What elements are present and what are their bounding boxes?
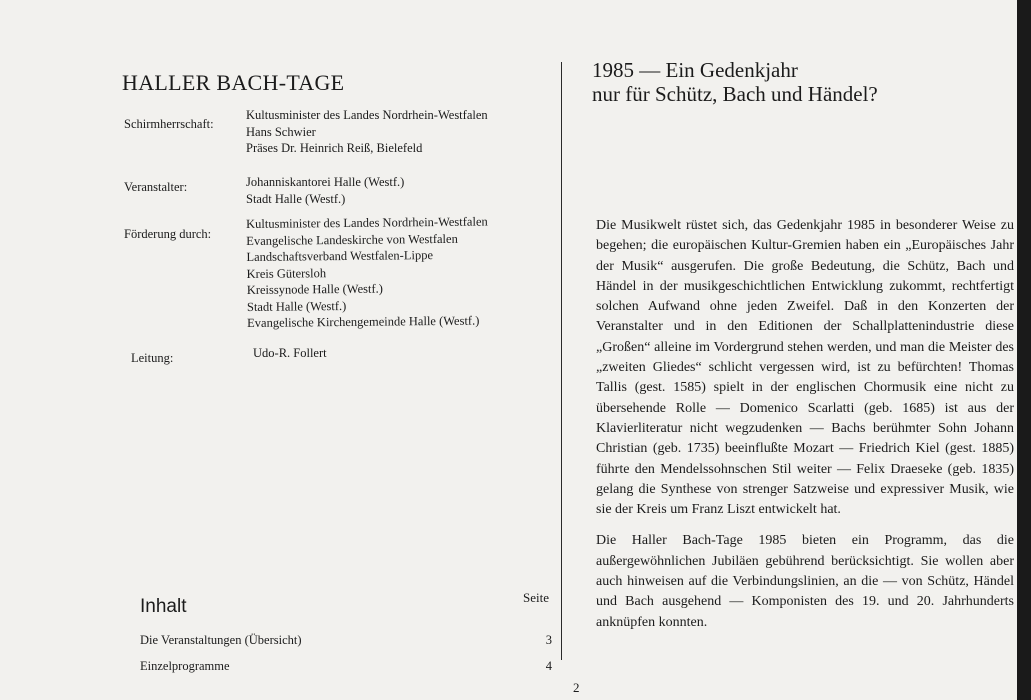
toc-page-label: Seite <box>523 590 549 605</box>
patronage-label: Schirmherrschaft: <box>124 117 214 131</box>
toc-entry[interactable] <box>140 633 552 648</box>
patronage-line: Kultusminister des Landes Nordrhein-Westfalen <box>246 108 488 122</box>
scan-edge <box>1017 0 1031 700</box>
organizer-line: Stadt Halle (Westf.) <box>246 191 346 206</box>
toc-entry-page: 3 <box>545 633 552 647</box>
sponsors-values <box>246 213 489 331</box>
article-title-line: 1985 — Ein Gedenkjahr <box>592 58 798 82</box>
article-paragraph: Die Haller Bach-Tage 1985 bieten ein Programm, das die außergewöhnlichen Jubiläen gebührend berücksichtigt. Sie wollen aber auch hinweisen auf die Verbindungslinien, an die — von Schütz, Händel und Bach ausgehend — Komponisten des 19. und 20. Jahrhunderts anknüpfen konnten. <box>596 533 1014 630</box>
organizer-label: Veranstalter: <box>124 180 188 194</box>
article-title-line: nur für Schütz, Bach und Händel? <box>592 82 878 106</box>
director-line: Udo-R. Follert <box>253 346 327 360</box>
toc-entry-title: Einzelprogramme <box>140 659 230 673</box>
sponsor-line: Evangelische Landeskirche von Westfalen <box>246 231 458 248</box>
toc-entry-page: 4 <box>545 659 552 673</box>
director-values <box>253 345 327 362</box>
organizer-values <box>246 174 404 207</box>
article-title <box>592 58 878 106</box>
sponsor-line: Stadt Halle (Westf.) <box>246 298 347 314</box>
article-body <box>596 216 1014 633</box>
sponsors-label: Förderung durch: <box>124 227 212 241</box>
patronage-values <box>246 107 488 157</box>
page-divider <box>561 62 562 660</box>
toc-entry-title: Die Veranstaltungen (Übersicht) <box>140 633 302 647</box>
page-number: 2 <box>573 680 580 695</box>
patronage-line: Hans Schwier <box>246 124 316 139</box>
sponsor-line: Kreis Gütersloh <box>246 265 327 281</box>
toc-entry[interactable] <box>140 659 552 674</box>
article-paragraph: Die Musikwelt rüstet sich, das Gedenkjahr 1985 in besonderer Weise zu begehen; die europäischen Kultur-Gremien haben ein „Europäisches Jahr der Musik“ ausgerufen. Die große Bedeutung, die Schütz, Bach und Händel in der musikgeschichtlichen Entwicklung zukommt, rechtfertigt solchen Aufwand ohne jeden Zweifel. Daß in den Konzerten der Veranstalter und in den Editionen der Schallplattenindustrie diese „Großen“ alleine im Vordergrund stehen werden, und man die Meister des „zweiten Gliedes“ schlicht vergessen wird, ist zu befürchten! Thomas Tallis (gest. 1585) spielt in der englischen Chormusik eine nicht zu übersehende Rolle — Domenico Scarlatti (geb. 1685) ist aus der Klavierliteratur nicht wegzudenken — Bachs berühmter Sohn Johann Christian (geb. 1735) beeinflußte Mozart — Friedrich Kiel (gest. 1885) führte den Mendelssohnschen Stil weiter — Felix Draeseke (geb. 1835) gelang die Synthese von strenger Satzweise und expressiver Musik, wie sie der Kreis um Franz Liszt entwickelt hat. <box>596 218 1014 518</box>
sponsor-line: Landschaftsverband Westfalen-Lippe <box>246 248 434 264</box>
toc-heading: Inhalt <box>140 596 187 617</box>
sponsor-line: Evangelische Kirchengemeinde Halle (Westf.) <box>247 313 480 330</box>
organizer-line: Johanniskantorei Halle (Westf.) <box>246 175 405 189</box>
patronage-line: Präses Dr. Heinrich Reiß, Bielefeld <box>246 141 423 155</box>
festival-title: HALLER BACH-TAGE <box>122 70 345 95</box>
sponsor-line: Kultusminister des Landes Nordrhein-Westfalen <box>246 214 488 231</box>
sponsor-line: Kreissynode Halle (Westf.) <box>246 281 383 297</box>
director-label: Leitung: <box>131 351 174 365</box>
